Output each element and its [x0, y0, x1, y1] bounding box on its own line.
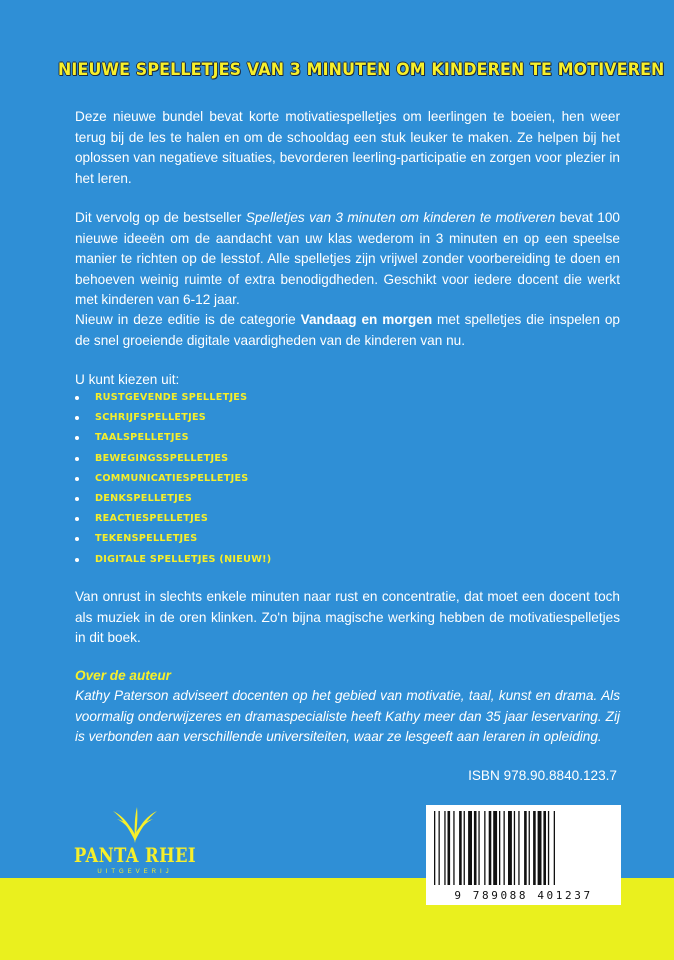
- category-label: TEKENSPELLETJES: [95, 533, 198, 545]
- bullet-icon: [75, 497, 79, 501]
- bullet-icon: [75, 477, 79, 481]
- category-item: [75, 388, 271, 408]
- isbn-number: ISBN 978.90.8840.123.7: [468, 768, 617, 783]
- category-item: [75, 550, 271, 570]
- category-label: RUSTGEVENDE SPELLETJES: [95, 392, 248, 403]
- category-label: COMMUNICATIESPELLETJES: [95, 472, 249, 484]
- bullet-icon: [75, 416, 79, 420]
- new-in-edition-paragraph: [75, 310, 620, 351]
- cover-title: NIEUWE SPELLETJES VAN 3 MINUTEN OM KINDEREN TE MOTIVEREN: [58, 60, 665, 80]
- new-text-before: Nieuw in deze editie is de categorie: [75, 312, 301, 327]
- barcode: [426, 805, 621, 905]
- publisher-name: PANTA RHEI: [73, 843, 197, 867]
- category-label: SCHRIJFSPELLETJES: [95, 412, 207, 424]
- category-label: REACTIESPELLETJES: [95, 513, 209, 525]
- sequel-text-before: Dit vervolg op de bestseller: [75, 210, 246, 225]
- publisher-subtitle: UITGEVERIJ: [97, 869, 173, 875]
- bullet-icon: [75, 436, 79, 440]
- category-item: [75, 509, 271, 529]
- category-item: [75, 489, 271, 509]
- about-author-heading: Over de auteur: [75, 668, 171, 683]
- category-label: BEWEGINGSSPELLETJES: [95, 452, 229, 464]
- bestseller-title: Spelletjes van 3 minuten om kinderen te motiveren: [245, 210, 556, 225]
- bullet-icon: [75, 517, 79, 521]
- closing-paragraph: Van onrust in slechts enkele minuten naar rust en concentratie, dat moet een docent toch als muziek in de oren klinken. Zo'n bijna magische werking hebben de motivatiespelletjes in dit boek.: [75, 589, 620, 645]
- new-category-name: Vandaag en morgen: [300, 312, 433, 327]
- choose-label: U kunt kiezen uit:: [75, 372, 180, 387]
- category-item: [75, 408, 271, 428]
- plant-icon: [55, 805, 215, 845]
- category-label: DIGITALE SPELLETJES (NIEUW!): [95, 553, 272, 565]
- bullet-icon: [75, 537, 79, 541]
- category-item: [75, 469, 271, 489]
- intro-paragraph: Deze nieuwe bundel bevat korte motivatiespelletjes om leerlingen te boeien, hen weer terug bij de les te halen en om de schooldag een stuk leuker te maken. Ze helpen bij het oplossen van negatieve situaties, bevorderen leerling-participatie en zorgen voor plezier in het leren.: [75, 109, 620, 186]
- sequel-paragraph: [75, 208, 620, 311]
- publisher-logo: [55, 805, 215, 887]
- category-item: [75, 449, 271, 469]
- bullet-icon: [75, 396, 79, 400]
- bullet-icon: [75, 457, 79, 461]
- sequel-text-after: bevat 100 nieuwe ideeën om de aandacht van uw klas wederom in 3 minuten en op een speelse manier te richten op de lesstof. Alle spelletjes zijn vrijwel zonder voorbereiding te doen en behoeven weinig ruimte of extra benodigdheden. Geschikt voor iedere docent die werkt met kinderen van 6-12 jaar.: [75, 210, 620, 307]
- category-item: [75, 428, 271, 448]
- barcode-icon: [426, 805, 621, 887]
- about-author-text: Kathy Paterson adviseert docenten op het gebied van motivatie, taal, kunst en drama. Als voormalig onderwijzeres en dramaspecialiste heeft Kathy meer dan 35 jaar leservaring. Zij is verbonden aan verschillende universiteiten, waar ze lesgeeft aan leraren in opleiding.: [75, 688, 620, 744]
- category-list: [75, 388, 271, 570]
- new-text-after: met spelletjes die inspelen op de snel groeiende digitale vaardigheden van de kinderen van nu.: [75, 312, 620, 348]
- category-label: DENKSPELLETJES: [95, 492, 193, 504]
- category-item: [75, 529, 271, 549]
- category-label: TAALSPELLETJES: [95, 432, 189, 444]
- bullet-icon: [75, 558, 79, 562]
- barcode-digits: 9 789088 401237: [454, 889, 593, 902]
